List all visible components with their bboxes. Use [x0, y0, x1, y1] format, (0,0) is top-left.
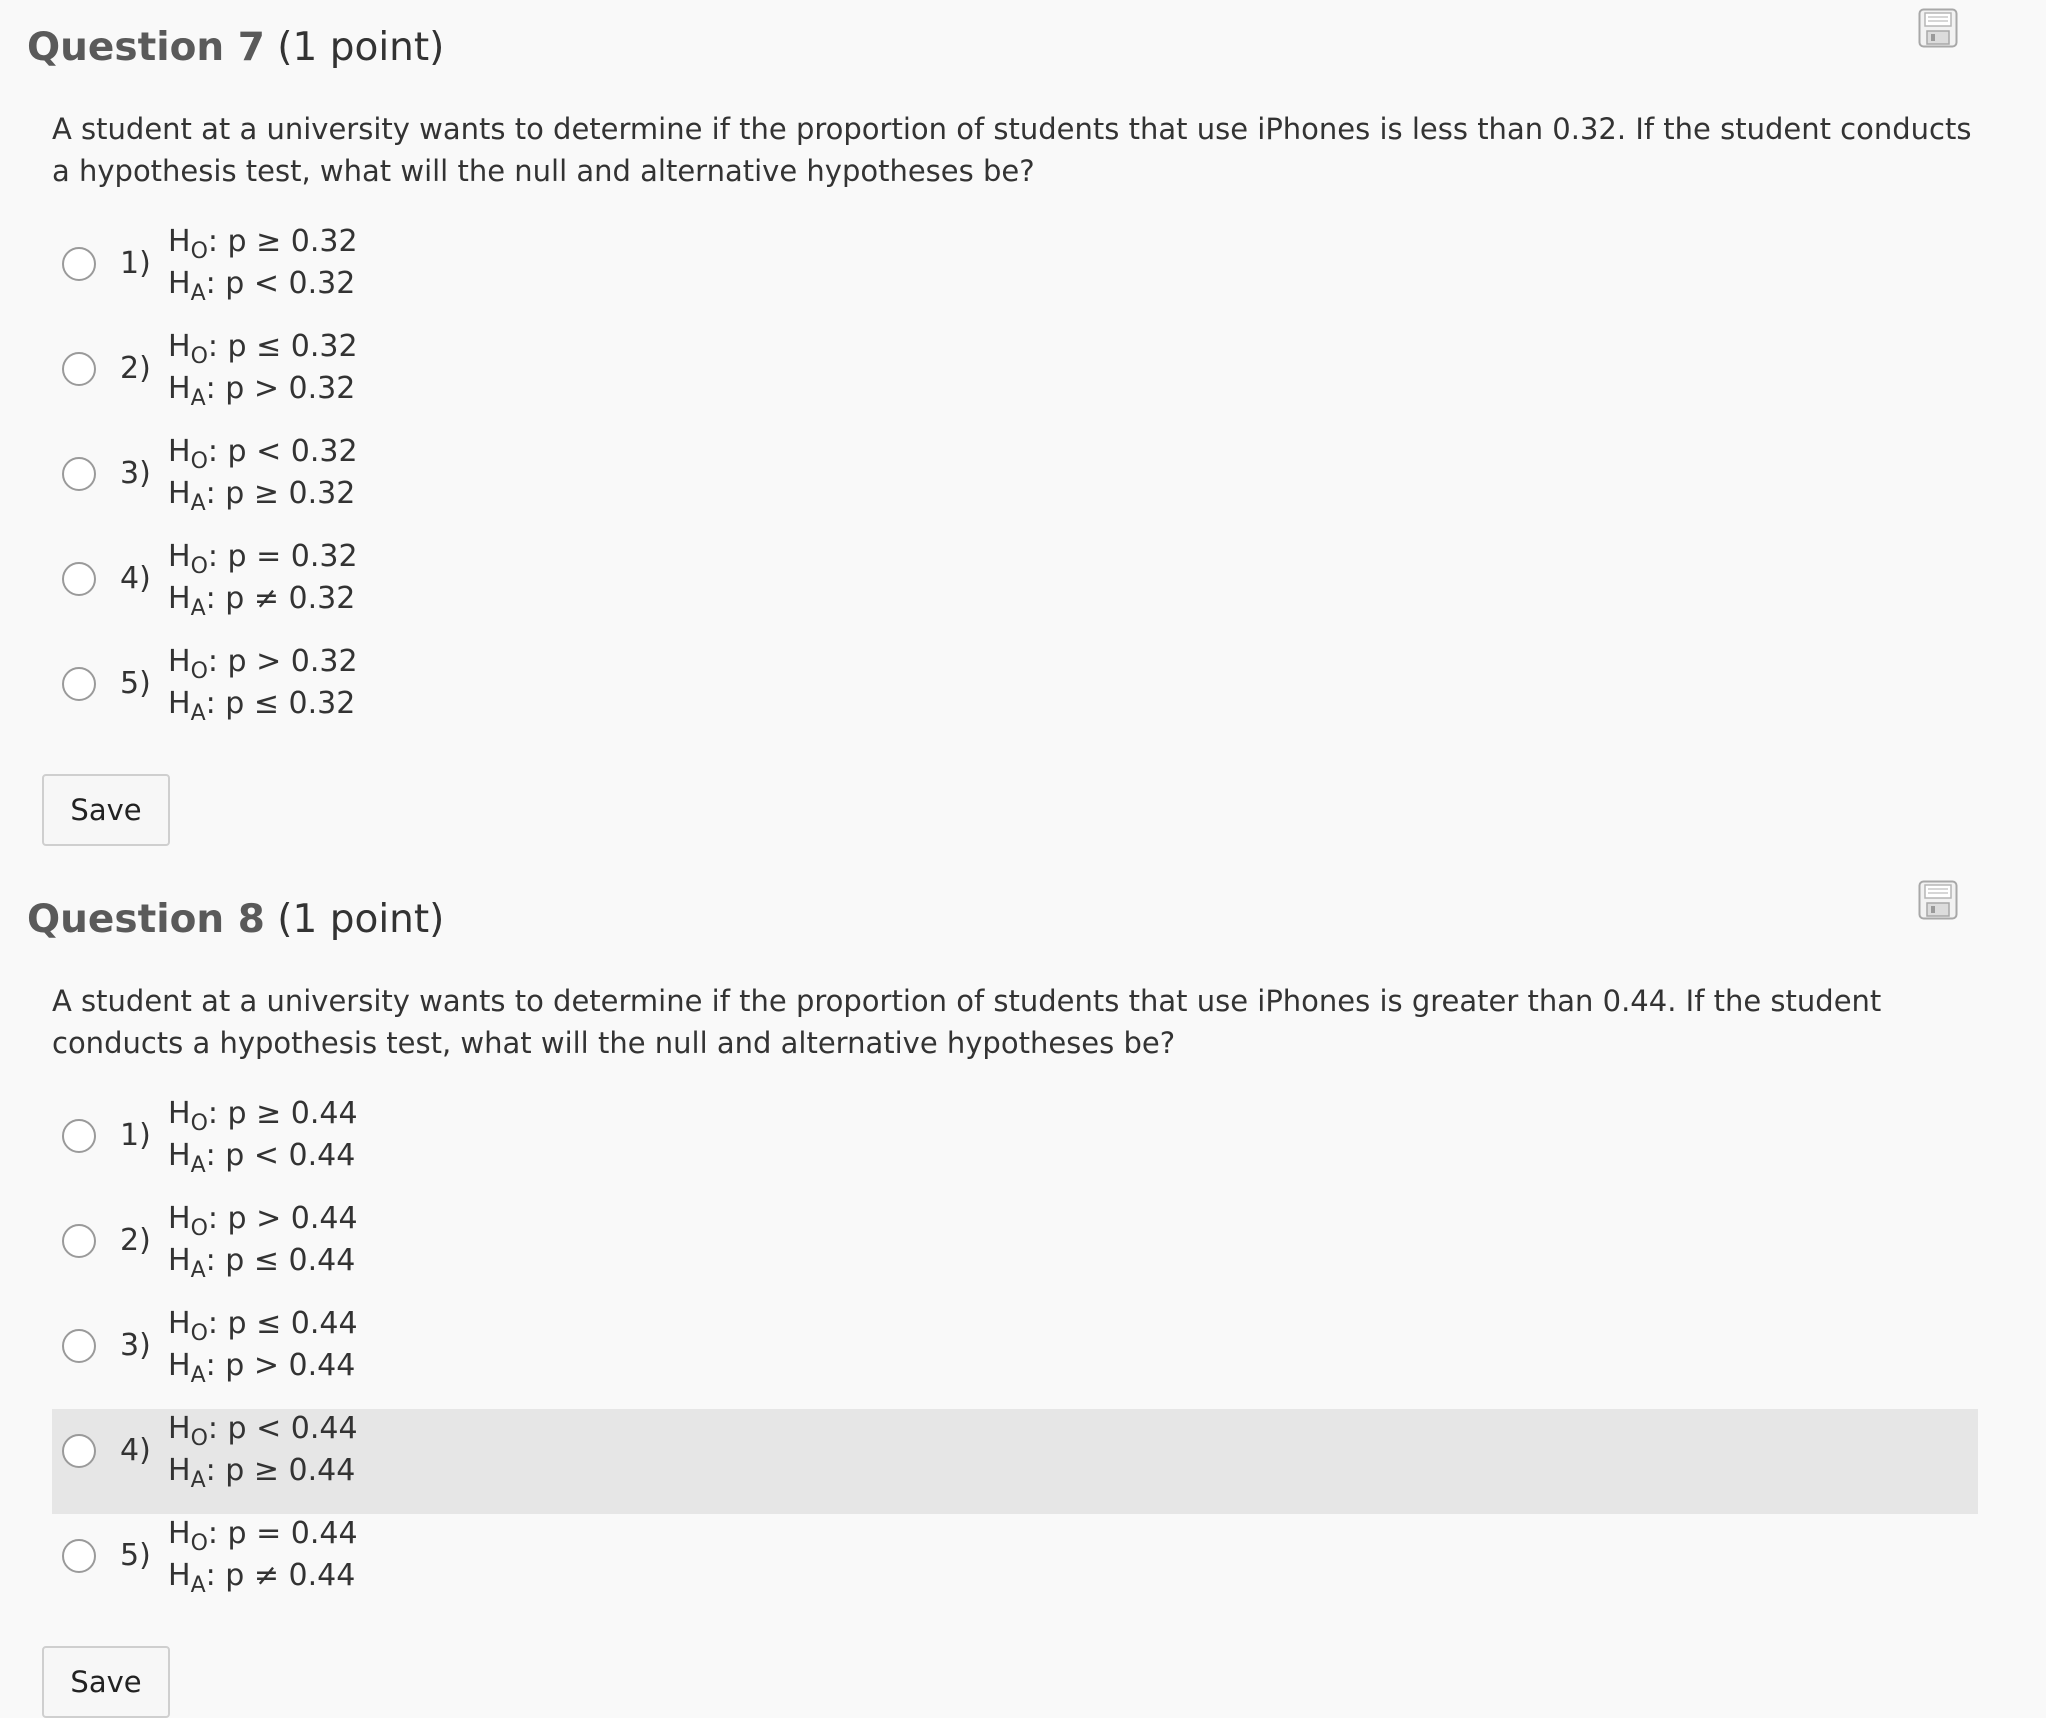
- question-header: [27, 22, 444, 74]
- hypothesis-subscript: A: [190, 1573, 206, 1598]
- hypothesis-subscript: A: [190, 1153, 206, 1178]
- hypothesis-subscript: O: [190, 1111, 208, 1136]
- hypothesis-statement: : p ≤ 0.44: [205, 1243, 356, 1278]
- alternative-hypothesis: [168, 369, 355, 419]
- question-title: Question 7: [27, 25, 265, 70]
- radio-button[interactable]: [62, 1539, 96, 1573]
- answer-options: [52, 1094, 1978, 1619]
- hypothesis-subscript: O: [190, 1216, 208, 1241]
- answer-options: [52, 222, 1978, 747]
- hypothesis-statement: : p > 0.44: [207, 1201, 358, 1236]
- hypothesis-subscript: O: [190, 344, 208, 369]
- hypothesis-statement: : p ≤ 0.32: [205, 686, 356, 721]
- alternative-hypothesis: [168, 264, 355, 314]
- question-points: (1 point): [277, 25, 445, 70]
- save-button[interactable]: Save: [42, 1646, 170, 1718]
- alternative-hypothesis: [168, 684, 355, 734]
- hypothesis-statement: : p ≥ 0.44: [207, 1096, 358, 1131]
- hypothesis-statement: : p > 0.32: [205, 371, 356, 406]
- option-number: 4): [120, 1433, 151, 1468]
- answer-option-4[interactable]: [52, 1409, 1978, 1514]
- hypothesis-symbol: H: [168, 476, 191, 511]
- hypothesis-subscript: A: [190, 281, 206, 306]
- option-number: 1): [120, 246, 151, 281]
- hypothesis-symbol: H: [168, 1243, 191, 1278]
- hypothesis-symbol: H: [168, 329, 191, 364]
- alternative-hypothesis: [168, 1556, 355, 1606]
- hypothesis-symbol: H: [168, 224, 191, 259]
- hypothesis-symbol: H: [168, 1558, 191, 1593]
- hypothesis-symbol: H: [168, 644, 191, 679]
- hypothesis-symbol: H: [168, 1348, 191, 1383]
- answer-option-5[interactable]: [52, 642, 1978, 747]
- hypothesis-symbol: H: [168, 1138, 191, 1173]
- hypothesis-subscript: A: [190, 1468, 206, 1493]
- hypothesis-symbol: H: [168, 1201, 191, 1236]
- alternative-hypothesis: [168, 1136, 355, 1186]
- hypothesis-statement: : p ≤ 0.32: [207, 329, 358, 364]
- alternative-hypothesis: [168, 1451, 355, 1501]
- alternative-hypothesis: [168, 579, 355, 629]
- alternative-hypothesis: [168, 1241, 355, 1291]
- radio-button[interactable]: [62, 247, 96, 281]
- option-number: 5): [120, 666, 151, 701]
- hypothesis-subscript: O: [190, 554, 208, 579]
- hypothesis-subscript: O: [190, 1321, 208, 1346]
- question-title: Question 8: [27, 897, 265, 942]
- hypothesis-symbol: H: [168, 266, 191, 301]
- radio-button[interactable]: [62, 1329, 96, 1363]
- hypothesis-statement: : p < 0.32: [207, 434, 358, 469]
- answer-option-3[interactable]: [52, 1304, 1978, 1409]
- answer-option-5[interactable]: [52, 1514, 1978, 1619]
- hypothesis-statement: : p < 0.44: [207, 1411, 358, 1446]
- hypothesis-symbol: H: [168, 434, 191, 469]
- hypothesis-statement: : p ≠ 0.32: [205, 581, 356, 616]
- hypothesis-statement: : p ≥ 0.32: [205, 476, 356, 511]
- hypothesis-symbol: H: [168, 1096, 191, 1131]
- answer-option-1[interactable]: [52, 222, 1978, 327]
- answer-option-2[interactable]: [52, 327, 1978, 432]
- hypothesis-statement: : p ≠ 0.44: [205, 1558, 356, 1593]
- hypothesis-subscript: A: [190, 1363, 206, 1388]
- radio-button[interactable]: [62, 1434, 96, 1468]
- radio-button[interactable]: [62, 667, 96, 701]
- hypothesis-statement: : p < 0.32: [205, 266, 356, 301]
- hypothesis-subscript: O: [190, 1426, 208, 1451]
- hypothesis-subscript: A: [190, 596, 206, 621]
- hypothesis-subscript: A: [190, 491, 206, 516]
- question-text: A student at a university wants to determine if the proportion of students that use iPhones is greater than 0.44. If the student conducts a hypothesis test, what will the null and alternative hypotheses be?: [52, 984, 1882, 1060]
- radio-button[interactable]: [62, 457, 96, 491]
- hypothesis-subscript: O: [190, 659, 208, 684]
- radio-button[interactable]: [62, 1224, 96, 1258]
- alternative-hypothesis: [168, 1346, 355, 1396]
- hypothesis-subscript: A: [190, 386, 206, 411]
- radio-button[interactable]: [62, 352, 96, 386]
- hypothesis-subscript: A: [190, 701, 206, 726]
- hypothesis-statement: : p > 0.32: [207, 644, 358, 679]
- hypothesis-symbol: H: [168, 686, 191, 721]
- hypothesis-symbol: H: [168, 539, 191, 574]
- hypothesis-subscript: O: [190, 239, 208, 264]
- hypothesis-statement: : p ≥ 0.44: [205, 1453, 356, 1488]
- radio-button[interactable]: [62, 562, 96, 596]
- option-number: 2): [120, 351, 151, 386]
- question-points: (1 point): [277, 897, 445, 942]
- hypothesis-statement: : p = 0.32: [207, 539, 358, 574]
- hypothesis-symbol: H: [168, 581, 191, 616]
- hypothesis-subscript: O: [190, 449, 208, 474]
- floppy-disk-icon[interactable]: [1918, 8, 1958, 48]
- floppy-disk-icon[interactable]: [1918, 880, 1958, 920]
- answer-option-3[interactable]: [52, 432, 1978, 537]
- hypothesis-statement: : p > 0.44: [205, 1348, 356, 1383]
- answer-option-2[interactable]: [52, 1199, 1978, 1304]
- question-header: [27, 894, 444, 946]
- option-number: 5): [120, 1538, 151, 1573]
- hypothesis-subscript: A: [190, 1258, 206, 1283]
- option-number: 2): [120, 1223, 151, 1258]
- hypothesis-symbol: H: [168, 371, 191, 406]
- option-number: 3): [120, 1328, 151, 1363]
- hypothesis-symbol: H: [168, 1306, 191, 1341]
- hypothesis-symbol: H: [168, 1516, 191, 1551]
- hypothesis-statement: : p ≥ 0.32: [207, 224, 358, 259]
- hypothesis-statement: : p < 0.44: [205, 1138, 356, 1173]
- answer-option-4[interactable]: [52, 537, 1978, 642]
- option-number: 3): [120, 456, 151, 491]
- alternative-hypothesis: [168, 474, 355, 524]
- hypothesis-symbol: H: [168, 1411, 191, 1446]
- radio-button[interactable]: [62, 1119, 96, 1153]
- hypothesis-subscript: O: [190, 1531, 208, 1556]
- hypothesis-symbol: H: [168, 1453, 191, 1488]
- option-number: 1): [120, 1118, 151, 1153]
- question-text: A student at a university wants to determine if the proportion of students that use iPhones is less than 0.32. If the student conducts a hypothesis test, what will the null and alternative hypotheses be?: [52, 112, 1972, 188]
- save-button[interactable]: Save: [42, 774, 170, 846]
- hypothesis-statement: : p = 0.44: [207, 1516, 358, 1551]
- hypothesis-statement: : p ≤ 0.44: [207, 1306, 358, 1341]
- option-number: 4): [120, 561, 151, 596]
- answer-option-1[interactable]: [52, 1094, 1978, 1199]
